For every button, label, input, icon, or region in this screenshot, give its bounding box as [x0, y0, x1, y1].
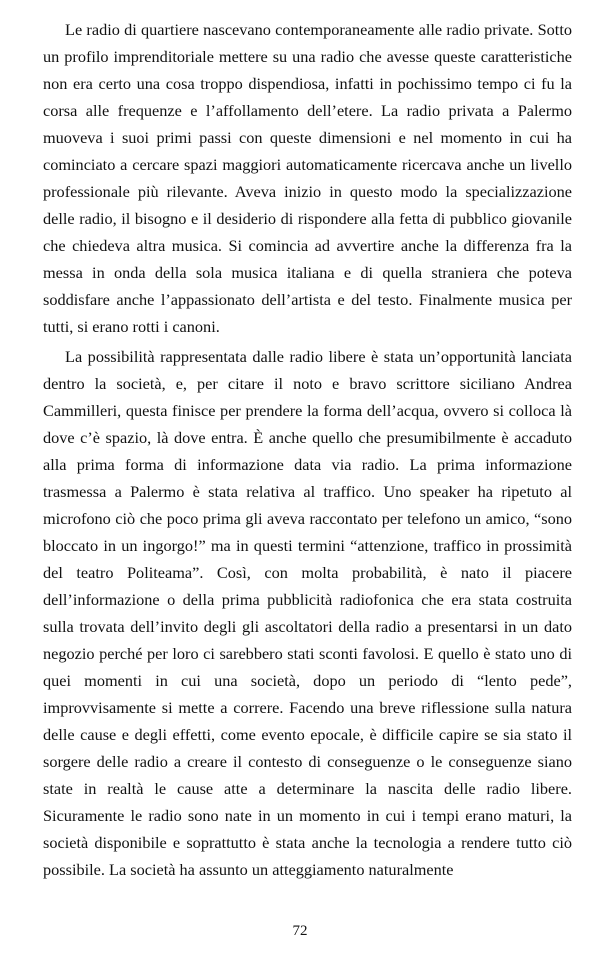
- page-number: 72: [292, 923, 308, 939]
- body-text: [43, 16, 572, 886]
- paragraph-2: La possibilità rappresentata dalle radio libere è stata un’opportunità lanciata dentro la società, e, per citare il noto e bravo scrittore siciliano Andrea Cammilleri, questa finisce per prendere la forma dell’acqua, ovvero si colloca là dove c’è spazio, là dove entra. È anche quello che presumibilmente è accaduto alla prima forma di informazione data via radio. La prima informazione trasmessa a Palermo è stata relativa al traffico. Uno speaker ha ripetuto al microfono ciò che poco prima gli aveva raccontato per telefono un amico, “sono bloccato in un ingorgo!” ma in questi termini “attenzione, traffico in prossimità del teatro Politeama”. Così, con molta probabilità, è nato il piacere dell’informazione o della prima pubblicità radiofonica che era stata costruita sulla trovata dell’invito degli gli ascoltatori della radio a presentarsi in un dato negozio perché per loro ci sarebbero stati sconti favolosi. E quello è stato uno di quei momenti in cui una società, dopo un periodo di “lento pede”, improvvisamente si mette a correre. Facendo una breve riflessione sulla natura delle cause e degli effetti, come evento epocale, è difficile capire se sia stato il sorgere delle radio a creare il contesto di conseguenze o le conseguenze siano state in realtà le cause atte a determinare la nascita delle radio libere. Sicuramente le radio sono nate in un momento in cui i tempi erano maturi, la società disponibile e soprattutto è stata anche la tecnologia a rendere tutto ciò possibile. La società ha assunto un atteggiamento naturalmente: [43, 347, 572, 879]
- paragraph-1: Le radio di quartiere nascevano contemporaneamente alle radio private. Sotto un profilo imprenditoriale mettere su una radio che avesse queste caratteristiche non era certo una cosa troppo dispendiosa, infatti in pochissimo tempo ci fu la corsa alle frequenze e l’affollamento dell’etere. La radio privata a Palermo muoveva i suoi primi passi con queste dimensioni e nel momento in cui ha cominciato a cercare spazi maggiori automaticamente ricercava anche un livello professionale più rilevante. Aveva inizio in questo modo la specializzazione delle radio, il bisogno e il desiderio di rispondere alla fetta di pubblico giovanile che chiedeva altra musica. Si comincia ad avvertire anche la differenza fra la messa in onda della sola musica italiana e di quella straniera che poteva soddisfare anche l’appassionato dell’artista e del testo. Finalmente musica per tutti, si erano rotti i canoni.: [43, 20, 572, 336]
